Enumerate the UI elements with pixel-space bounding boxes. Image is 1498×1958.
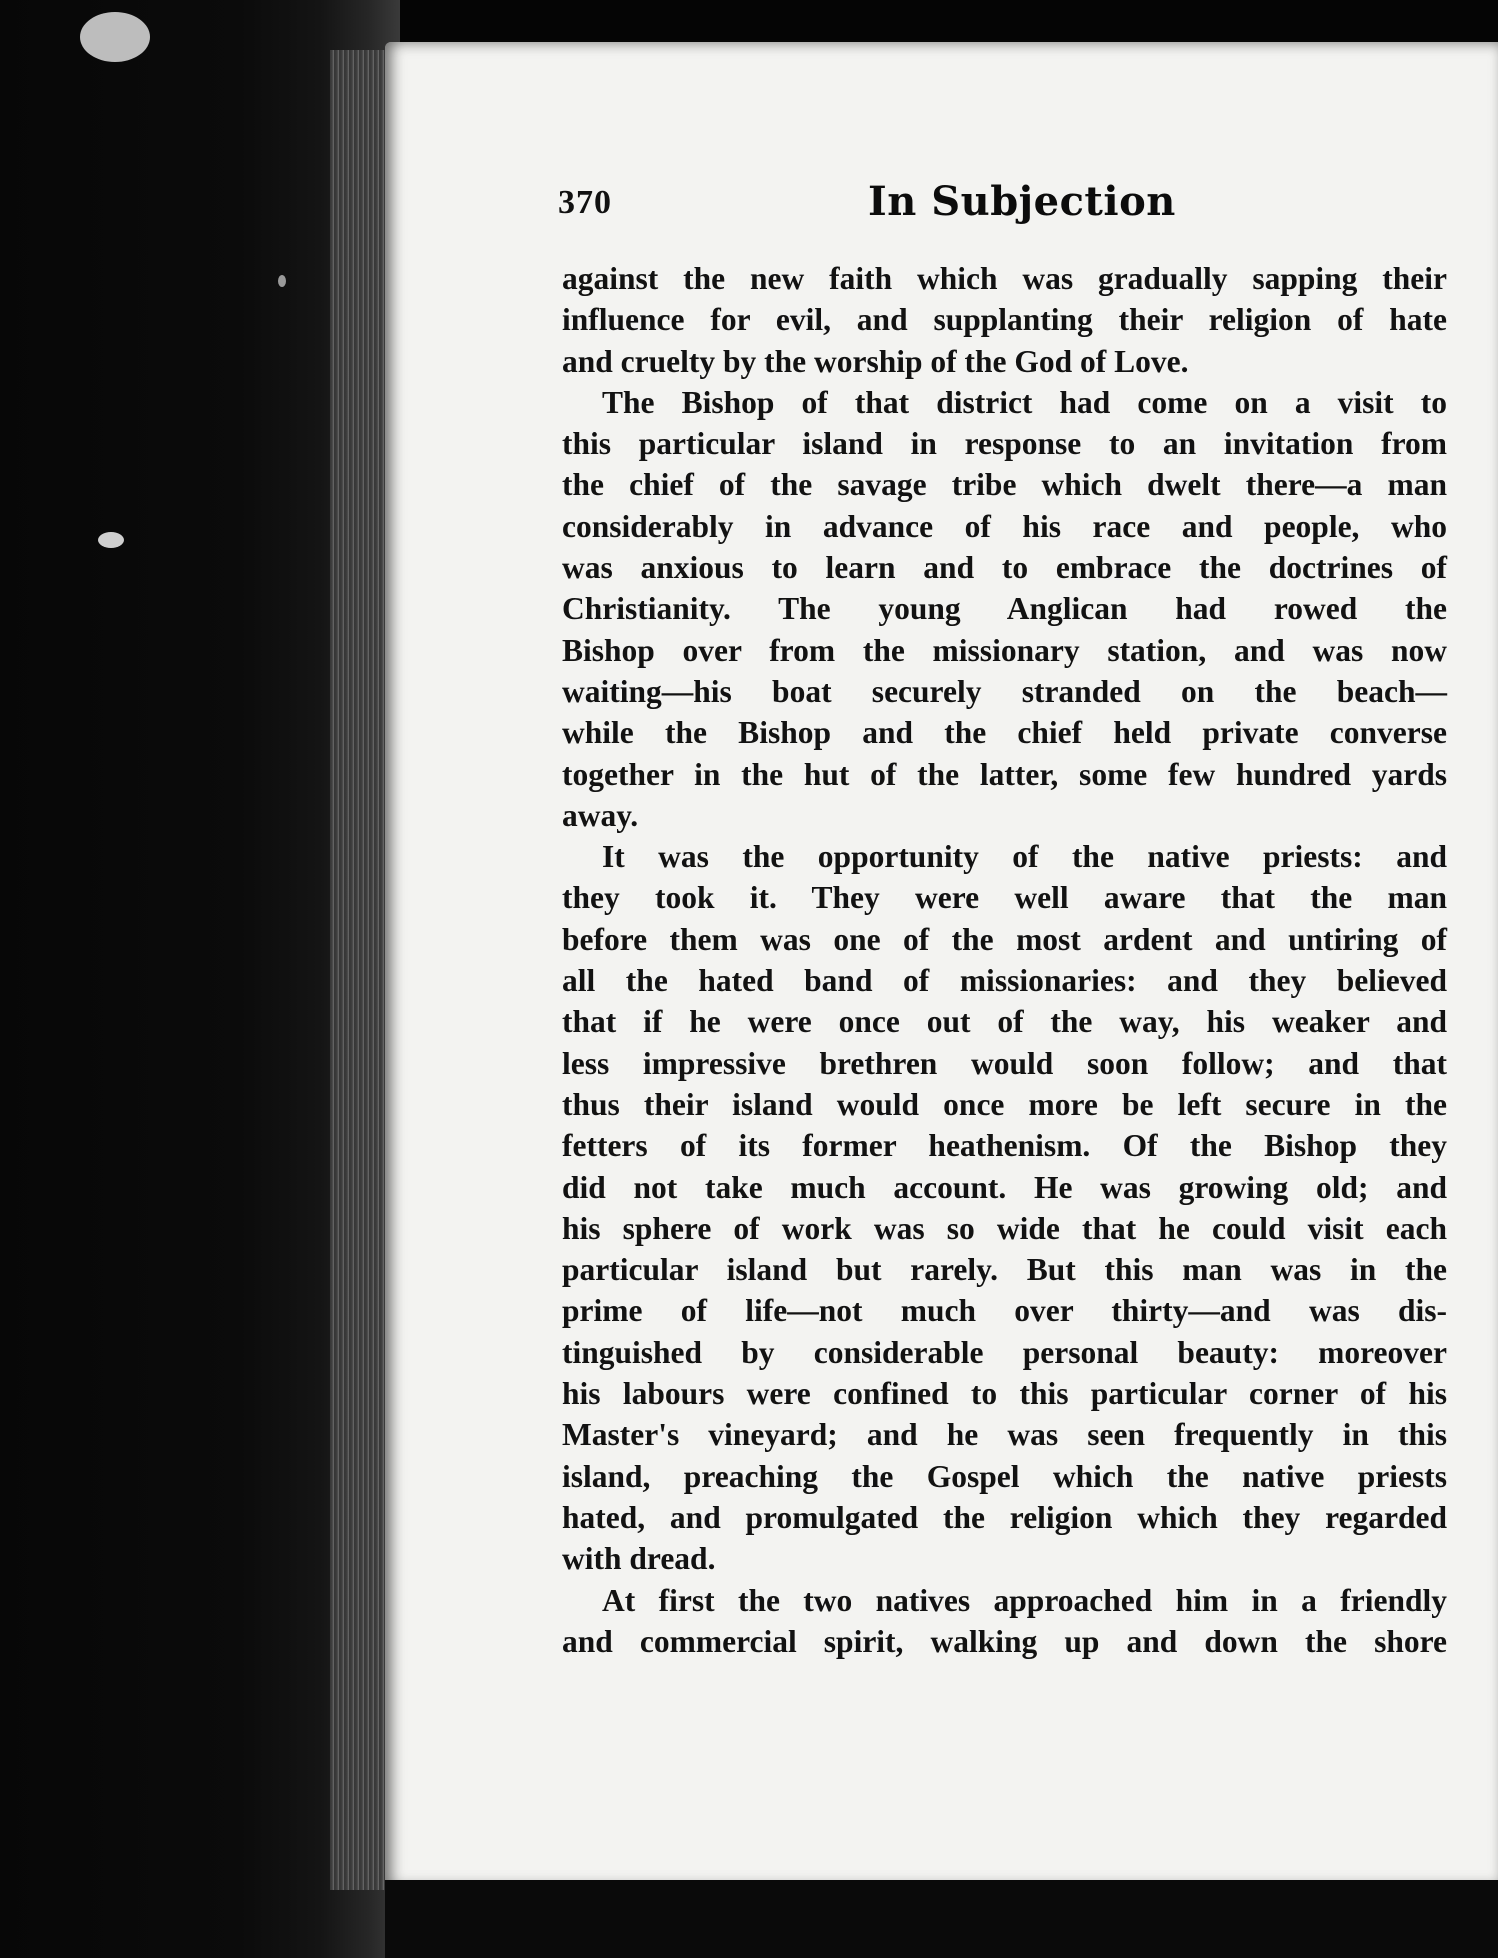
text-line: waiting—his boat securely stranded on the beach— [562, 673, 1447, 709]
text-line: island, preaching the Gospel which the native priests [562, 1458, 1447, 1494]
text-line: Master's vineyard; and he was seen frequently in this [562, 1417, 1447, 1453]
text-line: this particular island in response to an invitation from [562, 426, 1447, 462]
text-line: away. [562, 797, 639, 833]
text-line: they took it. They were well aware that the man [562, 880, 1447, 916]
text-line: less impressive brethren would soon follow; and that [562, 1045, 1447, 1081]
page-bottom-shadow [385, 1880, 1498, 1958]
text-line: the chief of the savage tribe which dwelt there—a man [562, 467, 1447, 503]
text-line: particular island but rarely. But this man was in the [562, 1252, 1447, 1288]
scan-speck [98, 532, 124, 548]
running-head: In Subjection [868, 178, 1176, 225]
scan-speck [278, 275, 286, 287]
text-line: was anxious to learn and to embrace the doctrines of [562, 550, 1447, 586]
text-line: against the new faith which was gradually sapping their [562, 261, 1447, 296]
paragraph [562, 258, 1447, 382]
text-line: prime of life—not much over thirty—and was dis- [562, 1293, 1447, 1329]
text-line: At first the two natives approached him in a friendly [602, 1582, 1447, 1618]
page-header [558, 178, 1458, 238]
text-line: and commercial spirit, walking up and down the shore [562, 1623, 1447, 1659]
body-text [562, 258, 1447, 1662]
text-line: with dread. [562, 1541, 716, 1577]
text-line: thus their island would once more be left secure in the [562, 1086, 1447, 1122]
text-line: and cruelty by the worship of the God of Love. [562, 343, 1189, 379]
text-line: his labours were confined to this particular corner of his [562, 1376, 1447, 1412]
text-line: Bishop over from the missionary station, and was now [562, 632, 1447, 668]
text-line: Christianity. The young Anglican had rowed the [562, 591, 1447, 627]
text-line: It was the opportunity of the native priests: and [602, 839, 1447, 875]
text-line: fetters of its former heathenism. Of the Bishop they [562, 1128, 1447, 1164]
text-line: together in the hut of the latter, some few hundred yards [562, 756, 1447, 792]
text-line: tinguished by considerable personal beauty: moreover [562, 1334, 1447, 1370]
paragraph [562, 836, 1447, 1579]
text-line: all the hated band of missionaries: and they believed [562, 963, 1447, 999]
paragraph [562, 1580, 1447, 1663]
text-line: that if he were once out of the way, his weaker and [562, 1004, 1447, 1040]
text-line: before them was one of the most ardent and untiring of [562, 921, 1447, 957]
text-line: hated, and promulgated the religion which they regarded [562, 1499, 1447, 1535]
text-line: did not take much account. He was growing old; and [562, 1169, 1447, 1205]
text-line: The Bishop of that district had come on a visit to [602, 384, 1447, 420]
paragraph [562, 382, 1447, 836]
text-line: while the Bishop and the chief held private converse [562, 715, 1447, 751]
text-line: influence for evil, and supplanting their religion of hate [562, 302, 1447, 338]
scan-speck [80, 12, 150, 62]
page-number: 370 [558, 184, 612, 221]
text-line: considerably in advance of his race and people, who [562, 508, 1447, 544]
text-line: his sphere of work was so wide that he could visit each [562, 1210, 1447, 1246]
